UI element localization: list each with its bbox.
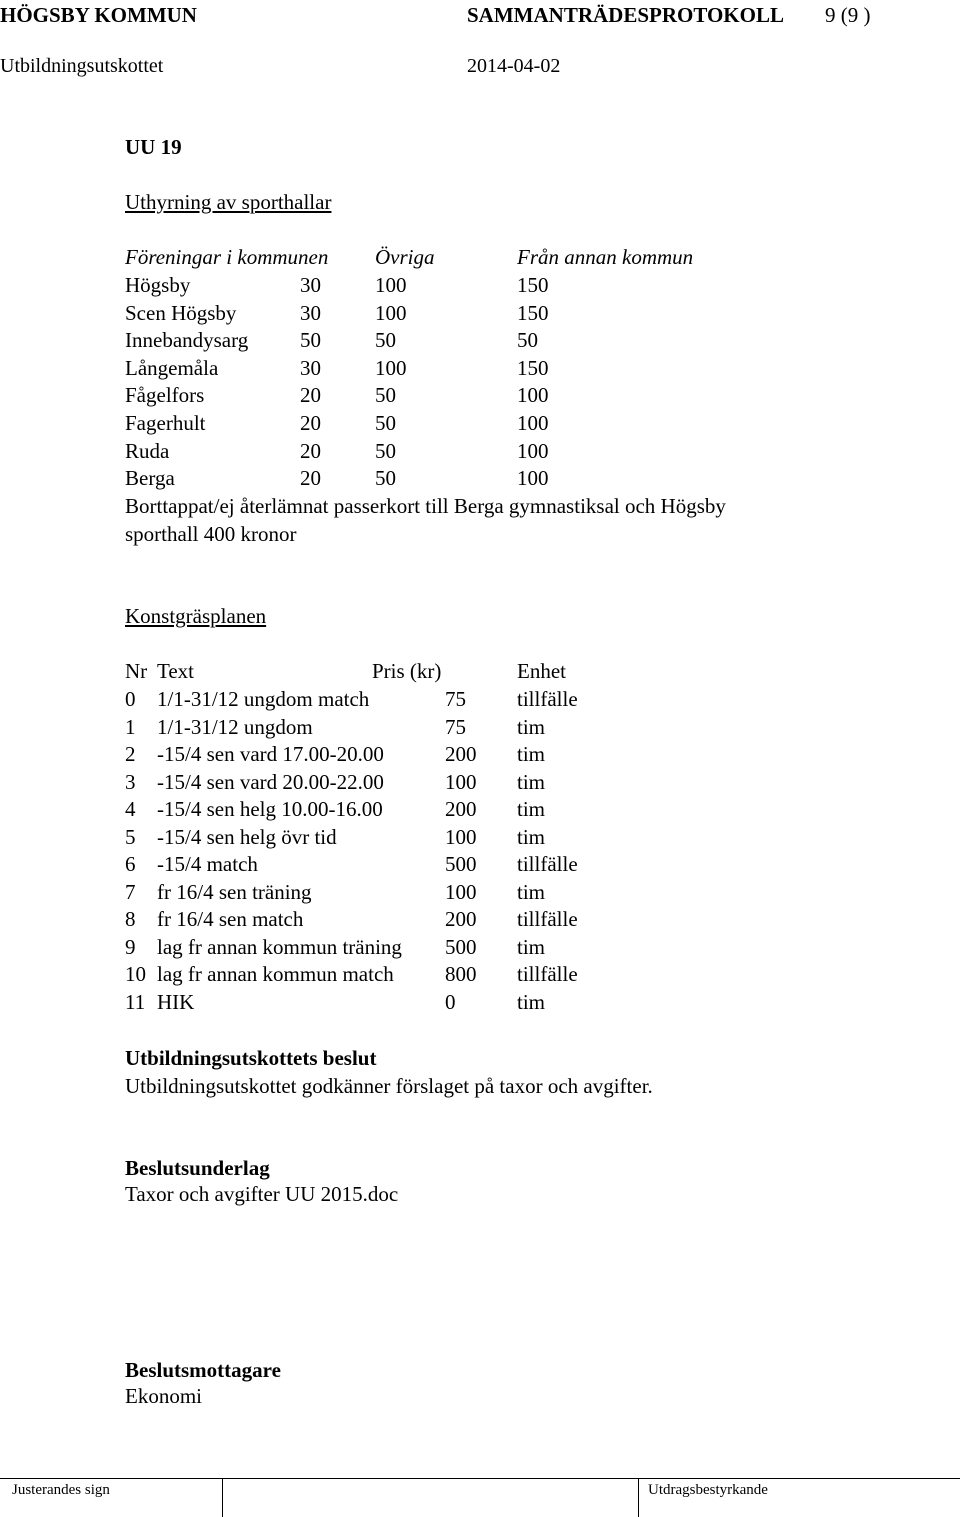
rental-venue-name: Berga (125, 466, 175, 491)
turf-row-number: 10 (125, 962, 146, 986)
committee-name: Utbildningsutskottet (0, 55, 164, 77)
turf-row-unit: tillfälle (517, 962, 578, 986)
turf-row-price: 800 (445, 962, 477, 986)
turf-row-text: -15/4 sen vard 20.00-22.00 (157, 769, 384, 794)
rental-price-cell: 150 (517, 355, 549, 380)
turf-row-number: 11 (125, 989, 146, 1014)
turf-row-price: 200 (445, 797, 477, 821)
turf-row-text: 1/1-31/12 ungdom match (157, 687, 370, 711)
decision-text: Utbildningsutskottet godkänner förslaget på taxor och avgifter. (125, 1074, 653, 1098)
turf-row-price: 100 (445, 769, 477, 794)
turf-row-unit: tillfälle (517, 687, 578, 711)
turf-row-price: 200 (445, 742, 477, 766)
turf-row-text: lag fr annan kommun match (157, 962, 394, 986)
org-name: HÖGSBY KOMMUN (0, 3, 197, 27)
turf-row-number: 1 (125, 714, 136, 739)
turf-row-unit: tillfälle (517, 907, 578, 931)
rental-price-cell: 150 (517, 300, 549, 325)
turf-row-unit: tim (517, 742, 546, 766)
rental-header-cell: Från annan kommun (517, 245, 694, 269)
recipients-text: Ekonomi (125, 1384, 202, 1408)
turf-row-number: 8 (125, 907, 136, 931)
rental-price-cell: 100 (375, 355, 407, 380)
turf-header-cell: Nr (125, 659, 148, 683)
turf-row-unit: tim (517, 824, 546, 849)
basis-text: Taxor och avgifter UU 2015.doc (125, 1182, 399, 1206)
rental-price-cell: 50 (375, 466, 396, 491)
rental-price-cell: 150 (517, 273, 549, 297)
turf-row-price: 500 (445, 934, 477, 959)
rental-header-cell: Övriga (375, 245, 435, 269)
rental-price-cell: 100 (517, 438, 549, 463)
turf-row-unit: tim (517, 989, 546, 1014)
section-number: UU 19 (125, 135, 182, 159)
rental-price-cell: 50 (375, 411, 396, 435)
rental-venue-name: Långemåla (125, 355, 219, 380)
footer-signature-label: Justerandes sign (12, 1482, 110, 1498)
rental-price-cell: 50 (375, 328, 396, 353)
rental-price-cell: 30 (300, 355, 321, 380)
footer-certification-label: Utdragsbestyrkande (648, 1482, 768, 1498)
turf-row-unit: tim (517, 879, 546, 904)
turf-row-unit: tillfälle (517, 852, 578, 876)
turf-row-price: 100 (445, 824, 477, 849)
turf-row-text: 1/1-31/12 ungdom (157, 714, 313, 739)
rental-venue-name: Fågelfors (125, 383, 205, 408)
rental-venue-name: Innebandysarg (125, 328, 249, 353)
rental-price-cell: 100 (517, 466, 549, 491)
turf-row-text: HIK (157, 989, 195, 1014)
turf-row-number: 5 (125, 824, 136, 849)
footer-separator (222, 1478, 223, 1517)
section-title: Uthyrning av sporthallar (125, 190, 332, 214)
turf-row-text: -15/4 sen helg 10.00-16.00 (157, 797, 383, 821)
turf-row-number: 6 (125, 852, 136, 876)
rental-price-cell: 20 (300, 383, 321, 408)
rental-price-cell: 30 (300, 273, 321, 297)
rental-price-cell: 20 (300, 411, 321, 435)
turf-row-unit: tim (517, 714, 546, 739)
turf-row-number: 7 (125, 879, 136, 904)
turf-row-text: fr 16/4 sen träning (157, 879, 312, 904)
turf-row-price: 0 (445, 989, 456, 1014)
rental-venue-name: Ruda (125, 438, 170, 463)
rental-price-cell: 50 (517, 328, 538, 353)
rental-price-cell: 100 (375, 273, 407, 297)
rental-venue-name: Scen Högsby (125, 300, 237, 325)
turf-row-price: 75 (445, 714, 466, 739)
rental-price-cell: 100 (375, 300, 407, 325)
turf-row-number: 4 (125, 797, 136, 821)
rental-price-cell: 100 (517, 383, 549, 408)
turf-row-text: -15/4 match (157, 852, 258, 876)
turf-row-unit: tim (517, 934, 546, 959)
turf-row-unit: tim (517, 769, 546, 794)
turf-row-text: fr 16/4 sen match (157, 907, 304, 931)
turf-row-number: 9 (125, 934, 136, 959)
turf-row-price: 75 (445, 687, 466, 711)
turf-header-cell: Pris (kr) (372, 659, 442, 683)
turf-row-text: -15/4 sen vard 17.00-20.00 (157, 742, 384, 766)
turf-header-cell: Text (157, 659, 195, 683)
rental-price-cell: 20 (300, 438, 321, 463)
turf-row-price: 500 (445, 852, 477, 876)
rental-venue-name: Fagerhult (125, 411, 206, 435)
meeting-date: 2014-04-02 (467, 55, 561, 77)
footer-separator (638, 1478, 639, 1517)
rental-note-line1: Borttappat/ej återlämnat passerkort till Berga gymnastiksal och Högsby (125, 494, 726, 518)
turf-row-price: 200 (445, 907, 477, 931)
page-number: 9 (9 ) (825, 3, 871, 27)
rental-price-cell: 100 (517, 411, 549, 435)
turf-row-number: 3 (125, 769, 136, 794)
rental-price-cell: 50 (300, 328, 321, 353)
rental-venue-name: Högsby (125, 273, 191, 297)
turf-row-text: lag fr annan kommun träning (157, 934, 402, 959)
turf-header-cell: Enhet (517, 659, 566, 683)
recipients-heading: Beslutsmottagare (125, 1358, 281, 1382)
decision-heading: Utbildningsutskottets beslut (125, 1046, 377, 1070)
turf-row-number: 0 (125, 687, 136, 711)
rental-price-cell: 50 (375, 438, 396, 463)
basis-heading: Beslutsunderlag (125, 1156, 270, 1180)
rental-price-cell: 30 (300, 300, 321, 325)
turf-row-unit: tim (517, 797, 546, 821)
footer-divider (0, 1478, 960, 1479)
turf-row-text: -15/4 sen helg övr tid (157, 824, 337, 849)
turf-row-price: 100 (445, 879, 477, 904)
rental-price-cell: 20 (300, 466, 321, 491)
document-type: SAMMANTRÄDESPROTOKOLL (467, 3, 784, 27)
rental-note-line2: sporthall 400 kronor (125, 522, 297, 546)
turf-title: Konstgräsplanen (125, 604, 267, 628)
rental-header-cell: Föreningar i kommunen (125, 245, 329, 269)
turf-row-number: 2 (125, 742, 136, 766)
rental-price-cell: 50 (375, 383, 396, 408)
